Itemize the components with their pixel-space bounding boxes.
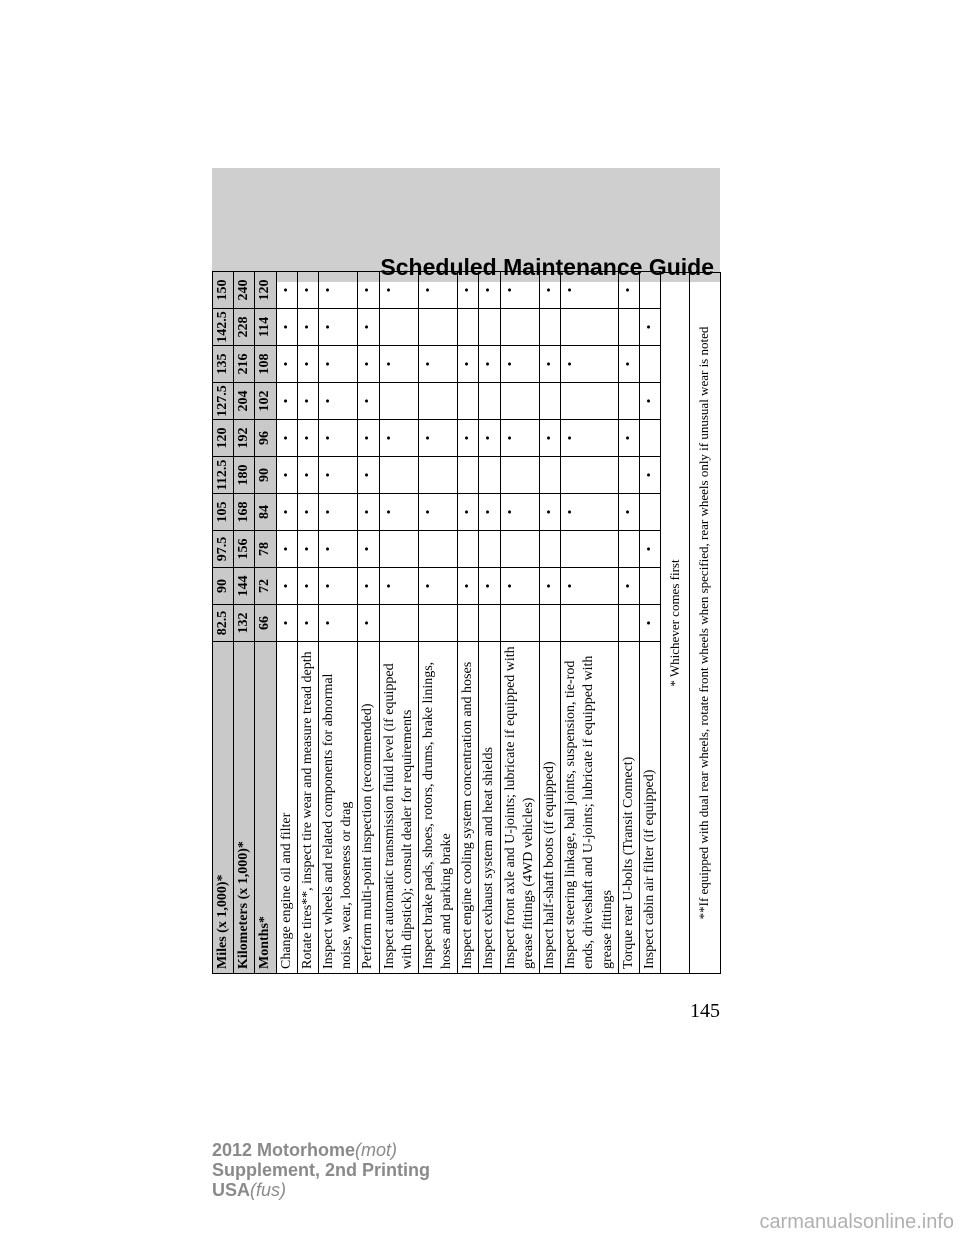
header-cell: 144: [234, 568, 255, 605]
empty-cell: [379, 605, 418, 642]
service-dot: •: [276, 605, 297, 642]
table-row: [500, 272, 539, 974]
table-row: [479, 272, 500, 974]
empty-cell: [639, 272, 660, 309]
header-cell: 84: [255, 494, 276, 531]
header-cell: 142.5: [213, 309, 234, 346]
service-item-label: Inspect wheels and related components for abnormal noise, wear, looseness or drag: [318, 642, 357, 974]
header-row: [255, 272, 276, 974]
service-dot: •: [318, 457, 357, 494]
empty-cell: [618, 605, 639, 642]
header-cell: 120: [213, 420, 234, 457]
footnote-dual-rear-wheels: **If equipped with dual rear wheels, rotate front wheels when specified, rear wheels only if unusual wear is noted: [696, 326, 712, 920]
service-dot: •: [561, 420, 619, 457]
service-dot: •: [379, 420, 418, 457]
empty-cell: [639, 346, 660, 383]
service-dot: •: [276, 383, 297, 420]
service-dot: •: [318, 568, 357, 605]
service-dot: •: [479, 346, 500, 383]
table-row: [418, 272, 457, 974]
service-dot: •: [318, 531, 357, 568]
service-dot: •: [318, 309, 357, 346]
service-dot: •: [418, 420, 457, 457]
empty-cell: [379, 457, 418, 494]
service-dot: •: [276, 420, 297, 457]
service-item-label: Rotate tires**, inspect tire wear and measure tread depth: [297, 642, 318, 974]
rotated-content: [212, 272, 712, 974]
footnote-whichever-first: * Whichever comes first: [661, 273, 690, 973]
page-title: Scheduled Maintenance Guide: [380, 254, 714, 280]
table-row: [318, 272, 357, 974]
empty-cell: [618, 531, 639, 568]
header-cell: 204: [234, 383, 255, 420]
service-dot: •: [540, 494, 561, 531]
service-item-label: Inspect steering linkage, ball joints, suspension, tie-rod ends, driveshaft and U-joints; lubricate if equipped with grease fittings: [561, 642, 619, 974]
table-row: [639, 272, 660, 974]
header-cell: 168: [234, 494, 255, 531]
empty-cell: [639, 420, 660, 457]
header-cell: 102: [255, 383, 276, 420]
footer-line-1: [212, 1140, 430, 1160]
header-cell: 90: [213, 568, 234, 605]
footer-region: USA: [212, 1180, 251, 1200]
service-dot: •: [418, 346, 457, 383]
service-item-label: Inspect engine cooling system concentration and hoses: [458, 642, 479, 974]
empty-cell: [500, 531, 539, 568]
service-dot: •: [500, 568, 539, 605]
header-row-label: Months*: [255, 642, 276, 974]
service-dot: •: [358, 568, 379, 605]
service-dot: •: [458, 346, 479, 383]
service-dot: •: [297, 531, 318, 568]
service-dot: •: [358, 457, 379, 494]
service-dot: •: [418, 494, 457, 531]
service-dot: •: [297, 494, 318, 531]
service-dot: •: [297, 309, 318, 346]
service-dot: •: [358, 346, 379, 383]
empty-cell: [561, 309, 619, 346]
service-dot: •: [540, 346, 561, 383]
service-dot: •: [318, 420, 357, 457]
service-dot: •: [318, 272, 357, 309]
empty-cell: [379, 309, 418, 346]
service-item-label: Torque rear U-bolts (Transit Connect): [618, 642, 639, 974]
header-cell: 66: [255, 605, 276, 642]
service-item-label: Inspect automatic transmission fluid level (if equipped with dipstick); consult dealer for requirements: [379, 642, 418, 974]
table-row: [561, 272, 619, 974]
empty-cell: [639, 568, 660, 605]
empty-cell: [458, 531, 479, 568]
header-cell: 228: [234, 309, 255, 346]
header-cell: 78: [255, 531, 276, 568]
header-cell: 192: [234, 420, 255, 457]
service-dot: •: [318, 494, 357, 531]
table-row: [358, 272, 379, 974]
empty-cell: [379, 531, 418, 568]
service-dot: •: [418, 272, 457, 309]
service-dot: •: [297, 383, 318, 420]
table-row: [540, 272, 561, 974]
service-dot: •: [276, 457, 297, 494]
service-dot: •: [358, 309, 379, 346]
service-dot: •: [540, 272, 561, 309]
service-dot: •: [297, 272, 318, 309]
service-dot: •: [479, 494, 500, 531]
service-dot: •: [561, 494, 619, 531]
service-item-label: Inspect brake pads, shoes, rotors, drums, brake linings, hoses and parking brake: [418, 642, 457, 974]
service-item-label: Inspect front axle and U-joints; lubricate if equipped with grease fittings (4WD vehicles): [500, 642, 539, 974]
document-footer: [212, 1140, 430, 1200]
empty-cell: [500, 605, 539, 642]
footer-region-code: (fus): [250, 1180, 287, 1200]
service-dot: •: [458, 272, 479, 309]
service-dot: •: [639, 531, 660, 568]
header-cell: 82.5: [213, 605, 234, 642]
empty-cell: [418, 309, 457, 346]
service-dot: •: [297, 605, 318, 642]
empty-cell: [479, 605, 500, 642]
table-row: [379, 272, 418, 974]
empty-cell: [639, 494, 660, 531]
service-dot: •: [618, 346, 639, 383]
table-row: [276, 272, 297, 974]
maintenance-table: [212, 271, 661, 974]
service-dot: •: [358, 531, 379, 568]
header-cell: 114: [255, 309, 276, 346]
service-dot: •: [297, 346, 318, 383]
service-dot: •: [358, 272, 379, 309]
footer-line-3: [212, 1180, 430, 1200]
service-dot: •: [418, 568, 457, 605]
service-dot: •: [500, 420, 539, 457]
header-cell: 156: [234, 531, 255, 568]
empty-cell: [540, 605, 561, 642]
header-row-label: Kilometers (x 1,000)*: [234, 642, 255, 974]
service-dot: •: [561, 272, 619, 309]
service-item-label: Inspect half-shaft boots (if equipped): [540, 642, 561, 974]
header-cell: 96: [255, 420, 276, 457]
header-cell: 120: [255, 272, 276, 309]
service-dot: •: [500, 494, 539, 531]
header-cell: 112.5: [213, 457, 234, 494]
header-cell: 216: [234, 346, 255, 383]
header-cell: 97.5: [213, 531, 234, 568]
service-dot: •: [379, 494, 418, 531]
service-dot: •: [276, 309, 297, 346]
empty-cell: [561, 383, 619, 420]
page-number: 145: [690, 1000, 720, 1022]
service-dot: •: [358, 420, 379, 457]
header-row: [234, 272, 255, 974]
table-row: [458, 272, 479, 974]
service-dot: •: [458, 420, 479, 457]
service-dot: •: [379, 346, 418, 383]
empty-cell: [418, 531, 457, 568]
footer-model-code: (mot): [355, 1140, 398, 1160]
service-dot: •: [618, 420, 639, 457]
service-dot: •: [318, 605, 357, 642]
service-dot: •: [379, 272, 418, 309]
service-dot: •: [318, 346, 357, 383]
service-dot: •: [479, 568, 500, 605]
header-cell: 180: [234, 457, 255, 494]
service-dot: •: [276, 346, 297, 383]
empty-cell: [618, 309, 639, 346]
service-dot: •: [358, 494, 379, 531]
header-cell: 72: [255, 568, 276, 605]
empty-cell: [540, 383, 561, 420]
empty-cell: [618, 457, 639, 494]
service-dot: •: [318, 383, 357, 420]
service-item-label: Perform multi-point inspection (recommended): [358, 642, 379, 974]
service-item-label: Inspect exhaust system and heat shields: [479, 642, 500, 974]
service-dot: •: [479, 420, 500, 457]
header-row: [213, 272, 234, 974]
empty-cell: [540, 309, 561, 346]
empty-cell: [418, 605, 457, 642]
service-dot: •: [276, 272, 297, 309]
empty-cell: [458, 605, 479, 642]
empty-cell: [561, 457, 619, 494]
header-cell: 132: [234, 605, 255, 642]
maintenance-table-wrapper: [212, 272, 712, 974]
service-dot: •: [379, 568, 418, 605]
table-row: [618, 272, 639, 974]
service-dot: •: [358, 383, 379, 420]
empty-cell: [458, 309, 479, 346]
service-dot: •: [276, 531, 297, 568]
empty-cell: [458, 457, 479, 494]
service-dot: •: [639, 383, 660, 420]
empty-cell: [479, 309, 500, 346]
service-dot: •: [276, 494, 297, 531]
empty-cell: [540, 457, 561, 494]
footer-line-2: Supplement, 2nd Printing: [212, 1160, 431, 1180]
footer-model: 2012 Motorhome: [212, 1140, 356, 1160]
service-item-label: Change engine oil and filter: [276, 642, 297, 974]
empty-cell: [618, 383, 639, 420]
service-dot: •: [561, 568, 619, 605]
service-dot: •: [297, 420, 318, 457]
empty-cell: [500, 309, 539, 346]
empty-cell: [418, 383, 457, 420]
service-dot: •: [458, 494, 479, 531]
empty-cell: [561, 605, 619, 642]
service-dot: •: [458, 568, 479, 605]
service-dot: •: [276, 568, 297, 605]
header-cell: 150: [213, 272, 234, 309]
service-dot: •: [618, 568, 639, 605]
empty-cell: [418, 457, 457, 494]
header-row-label: Miles (x 1,000)*: [213, 642, 234, 974]
service-dot: •: [639, 309, 660, 346]
service-dot: •: [500, 272, 539, 309]
service-dot: •: [561, 346, 619, 383]
empty-cell: [540, 531, 561, 568]
empty-cell: [479, 383, 500, 420]
header-cell: 90: [255, 457, 276, 494]
empty-cell: [500, 457, 539, 494]
service-dot: •: [479, 272, 500, 309]
service-dot: •: [500, 346, 539, 383]
service-dot: •: [540, 568, 561, 605]
header-cell: 240: [234, 272, 255, 309]
empty-cell: [458, 383, 479, 420]
header-cell: 127.5: [213, 383, 234, 420]
header-cell: 135: [213, 346, 234, 383]
service-dot: •: [297, 568, 318, 605]
service-item-label: Inspect cabin air filter (if equipped): [639, 642, 660, 974]
service-dot: •: [358, 605, 379, 642]
service-dot: •: [639, 605, 660, 642]
empty-cell: [479, 457, 500, 494]
service-dot: •: [540, 420, 561, 457]
empty-cell: [561, 531, 619, 568]
header-cell: 108: [255, 346, 276, 383]
table-row: [297, 272, 318, 974]
service-dot: •: [618, 272, 639, 309]
service-dot: •: [297, 457, 318, 494]
watermark: carmanualsonline.info: [759, 1211, 954, 1233]
header-cell: 105: [213, 494, 234, 531]
empty-cell: [479, 531, 500, 568]
empty-cell: [379, 383, 418, 420]
empty-cell: [500, 383, 539, 420]
service-dot: •: [639, 457, 660, 494]
service-dot: •: [618, 494, 639, 531]
table-notes: [661, 272, 721, 974]
